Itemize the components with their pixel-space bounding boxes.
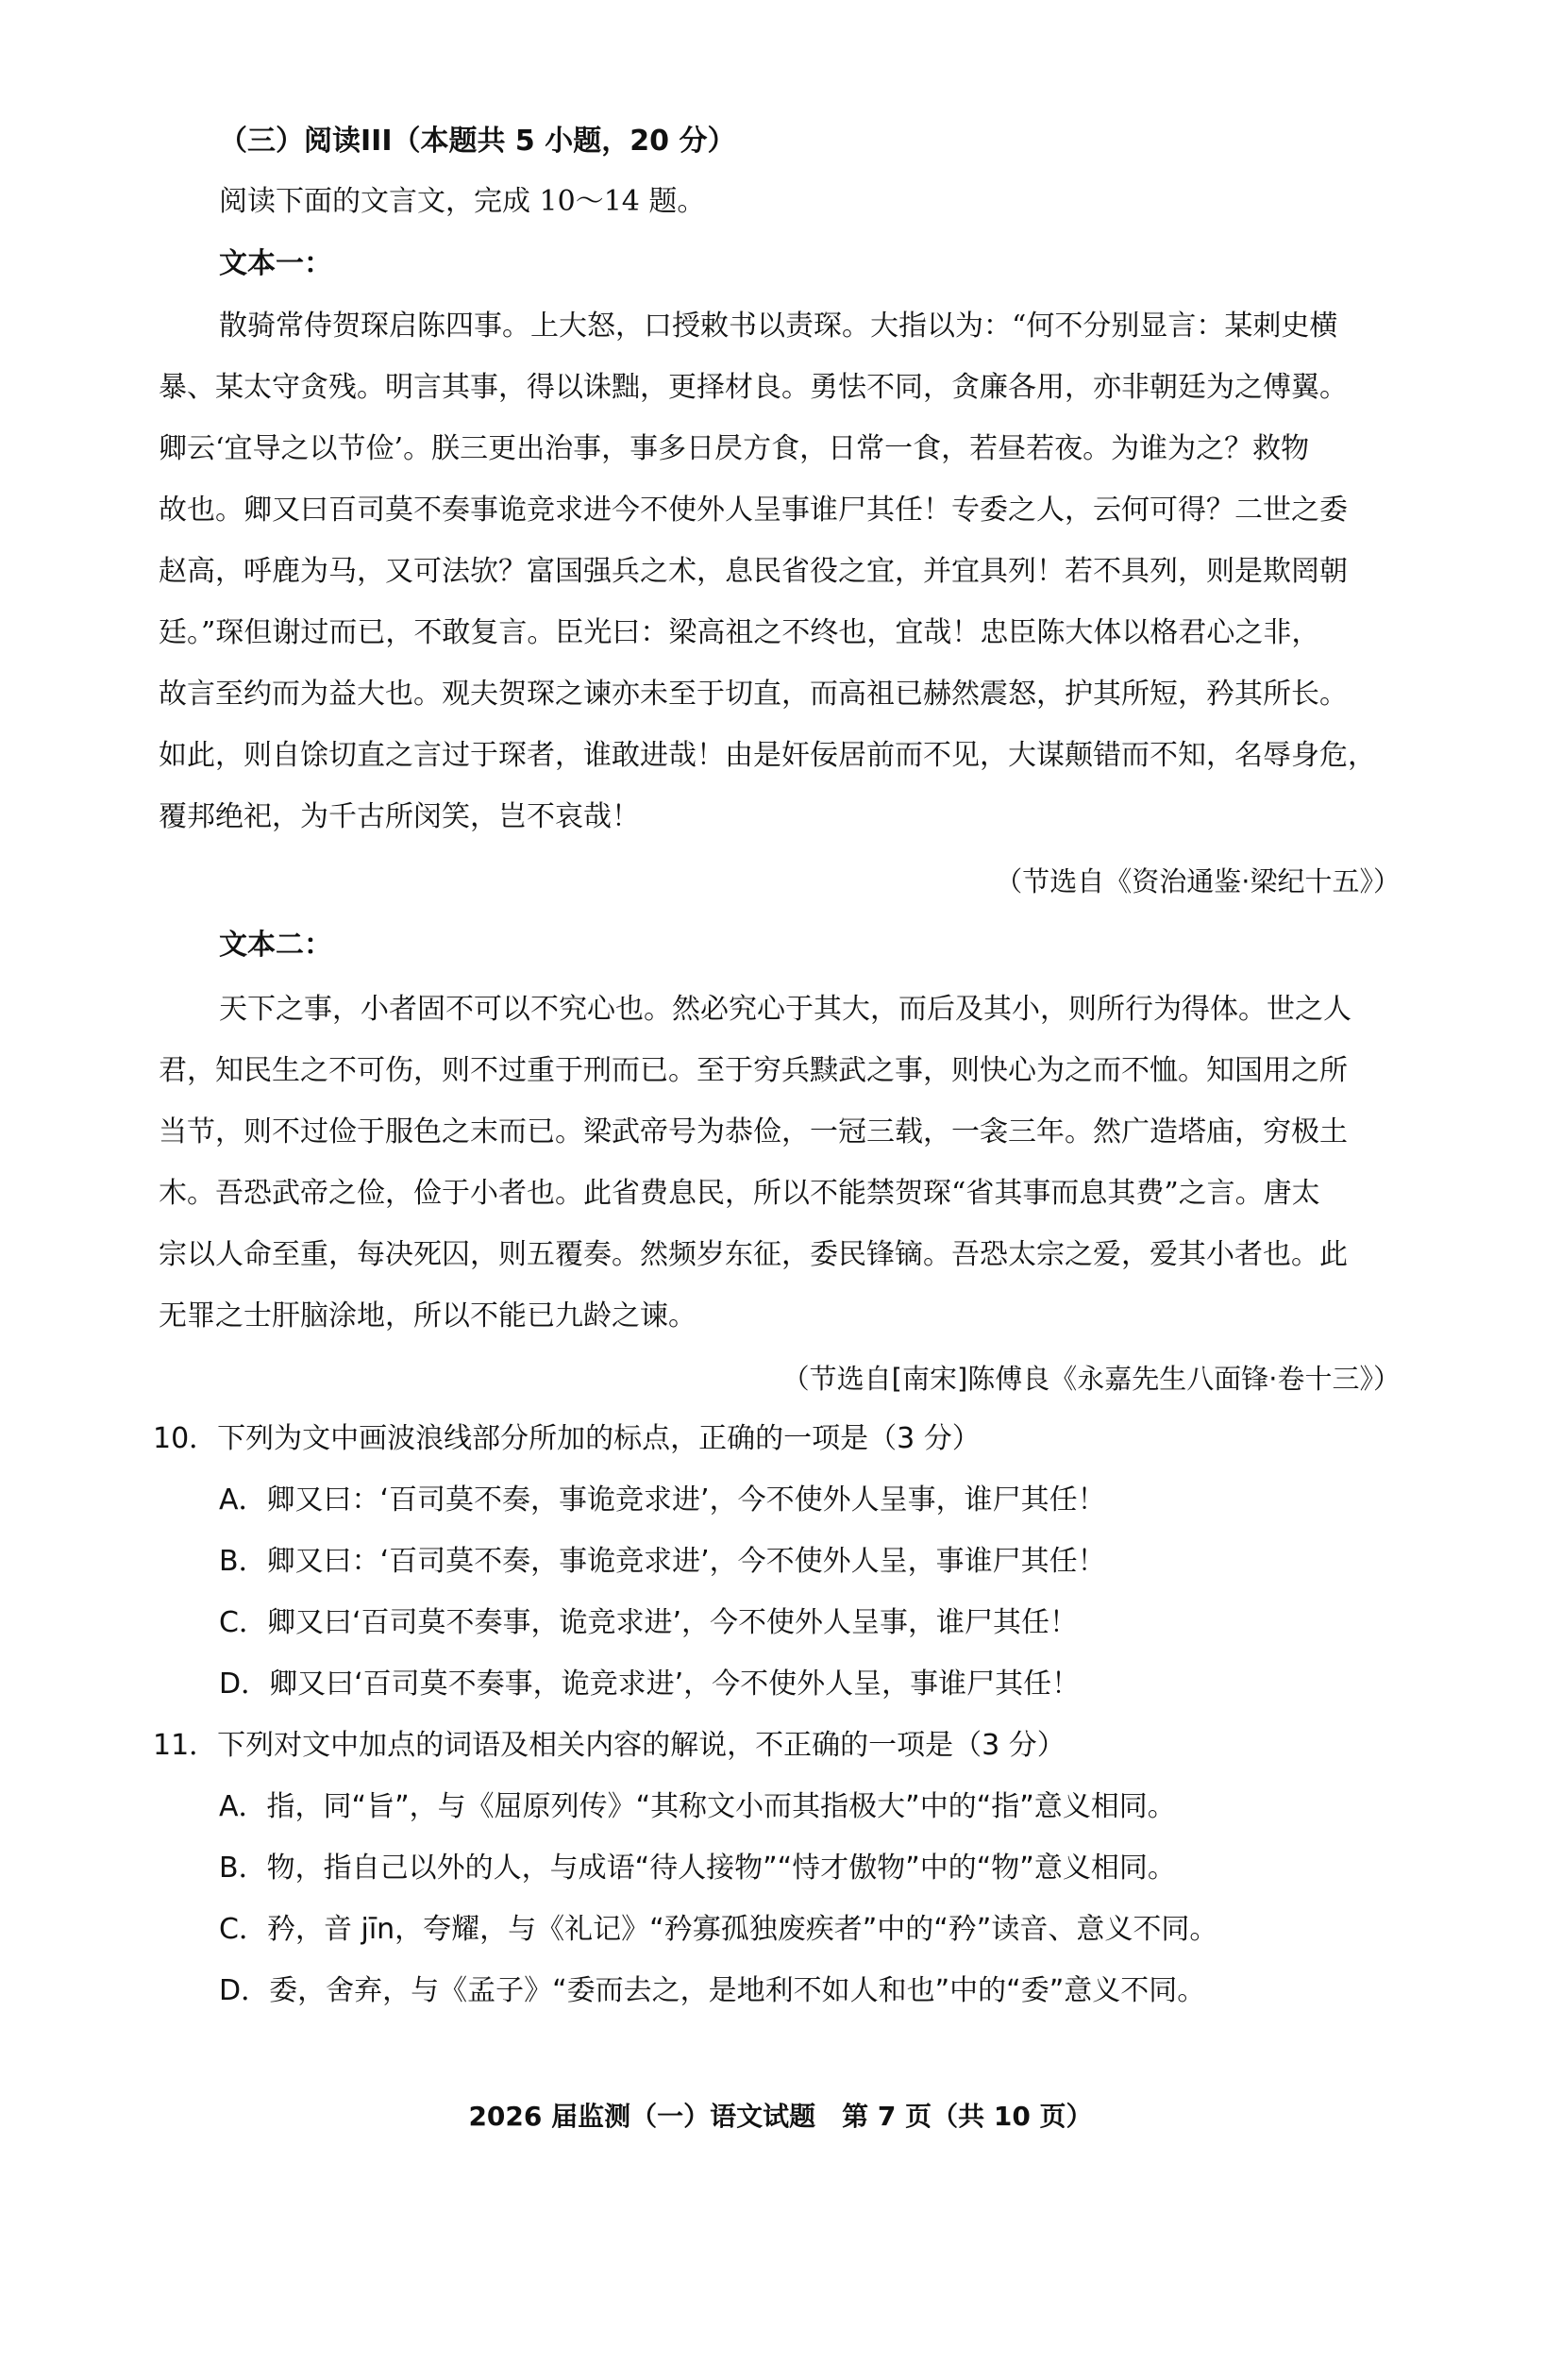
text2-line: 无罪之士肝脑涂地，所以不能已九龄之谏。: [159, 1299, 697, 1332]
text2-line: 君，知民生之不可伤，则不过重于刑而已。至于穷兵黩武之事，则快心为之而不恤。知国用之所: [159, 1054, 1348, 1087]
text2-line: 当节，则不过俭于服色之末而已。梁武帝号为恭俭，一冠三载，一衾三年。然广造塔庙，穷极土: [159, 1115, 1348, 1148]
question-10-option-b: B．卿又曰：‘百司莫不奏，事诡竞求进’，今不使外人呈，事谁尸其任！: [219, 1545, 1106, 1578]
question-10-option-c: C．卿又曰‘百司莫不奏事，诡竞求进’，今不使外人呈事，谁尸其任！: [219, 1606, 1079, 1639]
question-11-option-d: D．委，舍弃，与《孟子》“委而去之，是地利不如人和也”中的“委”意义不同。: [219, 1974, 1206, 2007]
text1-line: 卿云‘宜导之以节俭’。朕三更出治事，事多日昃方食，日常一食，若昼若夜。为谁为之？救物: [159, 432, 1310, 465]
text1-line: 暴、某太守贪残。明言其事，得以诛黜，更择材良。勇怯不同，贪廉各用，亦非朝廷为之傅翼。: [159, 371, 1348, 404]
question-10-option-d: D．卿又曰‘百司莫不奏事，诡竞求进’，今不使外人呈，事谁尸其任！: [219, 1668, 1081, 1701]
text2-line: 宗以人命至重，每决死囚，则五覆奏。然频岁东征，委民锋镝。吾恐太宗之爱，爱其小者也。此: [159, 1238, 1348, 1271]
text1-source: （节选自《资治通鉴·梁纪十五》）: [995, 865, 1401, 897]
question-11-option-a: A．指，同“旨”，与《屈原列传》“其称文小而其指极大”中的“指”意义相同。: [219, 1790, 1176, 1823]
text1-line: 如此，则自馀切直之言过于琛者，谁敢进哉！由是奸佞居前而不见，大谋颠错而不知，名辱身危，: [159, 739, 1376, 772]
section-instruction: 阅读下面的文言文，完成 10～14 题。: [219, 185, 706, 218]
question-11-option-b: B．物，指自己以外的人，与成语“待人接物”“恃才傲物”中的“物”意义相同。: [219, 1852, 1176, 1885]
text2-label: 文本二：: [219, 929, 332, 962]
question-11-option-c: C．矜，音 jīn，夸耀，与《礼记》“矜寡孤独废疾者”中的“矜”读音、意义不同。: [219, 1913, 1218, 1946]
text1-line: 故言至约而为益大也。观夫贺琛之谏亦未至于切直，而高祖已赫然震怒，护其所短，矜其所长。: [159, 678, 1348, 711]
text2-source: （节选自[南宋]陈傅良《永嘉先生八面锋·卷十三》）: [781, 1363, 1401, 1395]
section-heading: （三）阅读III（本题共 5 小题，20 分）: [219, 125, 736, 158]
text1-line: 故也。卿又曰百司莫不奏事诡竞求进今不使外人呈事谁尸其任！专委之人，云何可得？二世之委: [159, 494, 1348, 527]
text1-label: 文本一：: [219, 247, 332, 280]
text1-line: 覆邦绝祀，为千古所闵笑，岂不哀哉！: [159, 800, 640, 833]
question-10-option-a: A．卿又曰：‘百司莫不奏，事诡竞求进’，今不使外人呈事，谁尸其任！: [219, 1483, 1106, 1517]
text1-line: 赵高，呼鹿为马，又可法欤？富国强兵之术，息民省役之宜，并宜具列！若不具列，则是欺罔朝: [159, 555, 1348, 588]
text2-line: 天下之事，小者固不可以不究心也。然必究心于其大，而后及其小，则所行为得体。世之人: [219, 993, 1351, 1026]
text1-line: 散骑常侍贺琛启陈四事。上大怒，口授敕书以责琛。大指以为：“何不分别显言：某刺史横: [219, 310, 1338, 343]
question-10-stem: 10．下列为文中画波浪线部分所加的标点，正确的一项是（3 分）: [153, 1422, 981, 1455]
page-footer: 2026 届监测（一）语文试题 第 7 页（共 10 页）: [468, 2101, 1093, 2132]
text1-line: 廷。”琛但谢过而已，不敢复言。臣光曰：梁高祖之不终也，宜哉！忠臣陈大体以格君心之非，: [159, 616, 1320, 649]
question-11-stem: 11．下列对文中加点的词语及相关内容的解说，不正确的一项是（3 分）: [153, 1729, 1066, 1762]
text2-line: 木。吾恐武帝之俭，俭于小者也。此省费息民，所以不能禁贺琛“省其事而息其费”之言。唐太: [159, 1177, 1320, 1210]
